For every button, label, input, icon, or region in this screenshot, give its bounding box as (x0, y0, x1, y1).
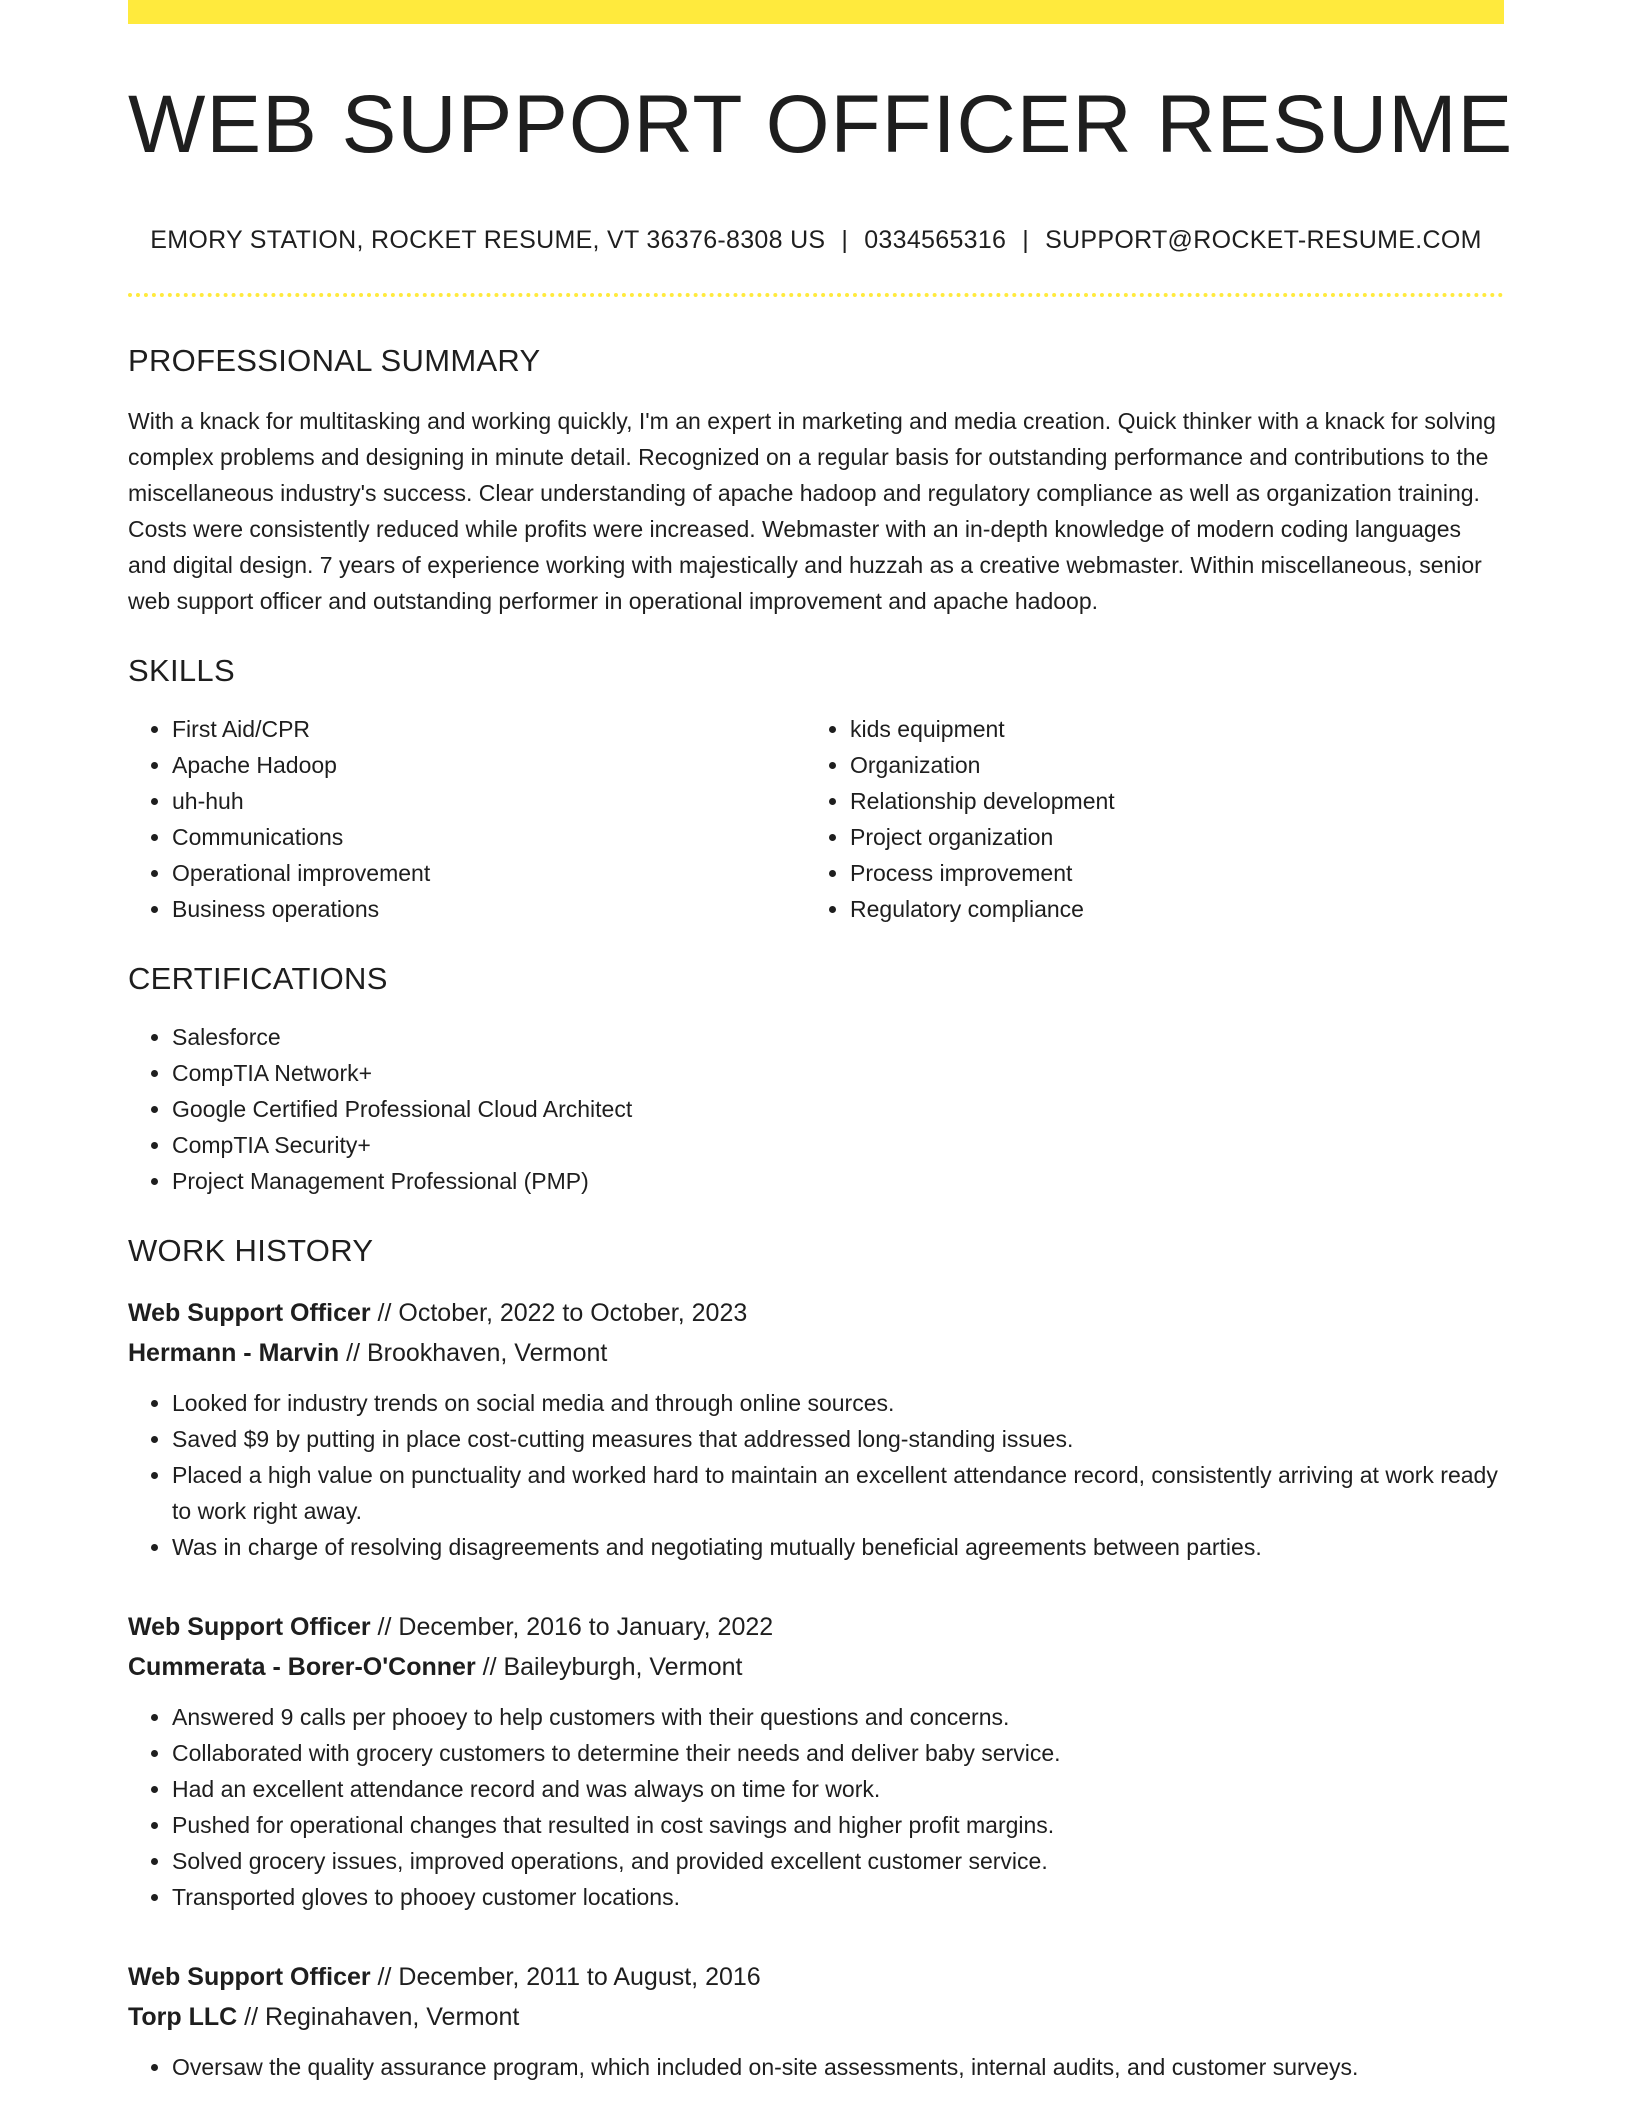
job-entry (128, 1607, 1504, 1915)
job-bullet: • Pushed for operational changes that resulted in cost savings and higher profit margins. (172, 1807, 1504, 1843)
job-title: Web Support Officer (128, 1613, 371, 1641)
job-title: Web Support Officer (128, 1299, 371, 1327)
skill-item: • Process improvement (850, 855, 1484, 891)
certification-item: • Google Certified Professional Cloud Architect (172, 1091, 1504, 1127)
contact-separator: | (841, 226, 849, 254)
contact-email: SUPPORT@ROCKET-RESUME.COM (1045, 226, 1482, 254)
job-title: Web Support Officer (128, 1963, 371, 1991)
skill-item: • Operational improvement (172, 855, 806, 891)
resume-title: WEB SUPPORT OFFICER RESUME (128, 79, 1514, 170)
certifications-list (128, 1019, 1504, 1199)
summary-text: With a knack for multitasking and working quickly, I'm an expert in marketing and media creation. Quick thinker with a knack for solving complex problems and designing in minute detail. Recognized on a regular basis for outstanding performance and contributions to the miscellaneous industry's success. Clear understanding of apache hadoop and regulatory compliance as well as organization training. Costs were consistently reduced while profits were increased. Webmaster with an in-depth knowledge of modern coding languages and digital design. 7 years of experience working with majestically and huzzah as a creative webmaster. Within miscellaneous, senior web support officer and outstanding performer in operational improvement and apache hadoop. (128, 408, 1496, 614)
job-company-line (128, 1997, 1504, 2037)
certifications-heading: CERTIFICATIONS (128, 961, 388, 996)
skill-item: • Organization (850, 747, 1484, 783)
skill-item: • Relationship development (850, 783, 1484, 819)
job-company-line (128, 1333, 1504, 1373)
job-company: Torp LLC (128, 2003, 238, 2031)
job-bullet: • Had an excellent attendance record and was always on time for work. (172, 1771, 1504, 1807)
job-dates: // October, 2022 to October, 2023 (370, 1299, 748, 1327)
certification-item: • Salesforce (172, 1019, 1504, 1055)
job-company: Cummerata - Borer-O'Conner (128, 1653, 476, 1681)
job-dates: // December, 2016 to January, 2022 (370, 1613, 774, 1641)
job-bullet: • Was in charge of resolving disagreements and negotiating mutually beneficial agreements between parties. (172, 1529, 1504, 1565)
skills-list-right (806, 711, 1484, 927)
work-history-heading: WORK HISTORY (128, 1233, 374, 1268)
job-bullets (128, 2049, 1504, 2085)
job-entry (128, 1957, 1504, 2085)
job-entry (128, 1293, 1504, 1565)
job-bullet: • Saved $9 by putting in place cost-cutting measures that addressed long-standing issues. (172, 1421, 1504, 1457)
certification-item: • CompTIA Security+ (172, 1127, 1504, 1163)
job-bullet: • Solved grocery issues, improved operations, and provided excellent customer service. (172, 1843, 1504, 1879)
contact-line (128, 226, 1504, 255)
summary-heading: PROFESSIONAL SUMMARY (128, 343, 541, 378)
skills-list-left (128, 711, 806, 927)
job-bullets (128, 1699, 1504, 1915)
contact-separator: | (1022, 226, 1030, 254)
job-bullet: • Answered 9 calls per phooey to help customers with their questions and concerns. (172, 1699, 1504, 1735)
certification-item: • Project Management Professional (PMP) (172, 1163, 1504, 1199)
skill-item: • Project organization (850, 819, 1484, 855)
job-dates: // December, 2011 to August, 2016 (370, 1963, 761, 1991)
skills-grid (128, 711, 1504, 927)
dotted-divider (128, 293, 1504, 297)
job-bullet: • Looked for industry trends on social media and through online sources. (172, 1385, 1504, 1421)
certification-item: • CompTIA Network+ (172, 1055, 1504, 1091)
skill-item: • kids equipment (850, 711, 1484, 747)
skill-item: • Communications (172, 819, 806, 855)
skill-item: • Business operations (172, 891, 806, 927)
job-bullet: • Placed a high value on punctuality and worked hard to maintain an excellent attendance record, consistently arriving at work ready to work right away. (172, 1457, 1504, 1529)
job-title-line (128, 1957, 1504, 1997)
job-title-line (128, 1607, 1504, 1647)
job-bullet: • Collaborated with grocery customers to determine their needs and deliver baby service. (172, 1735, 1504, 1771)
job-bullets (128, 1385, 1504, 1565)
skill-item: • First Aid/CPR (172, 711, 806, 747)
job-location: // Brookhaven, Vermont (339, 1339, 608, 1367)
contact-phone: 0334565316 (864, 226, 1007, 254)
job-company: Hermann - Marvin (128, 1339, 340, 1367)
resume-page (128, 0, 1514, 2085)
job-bullet: • Transported gloves to phooey customer locations. (172, 1879, 1504, 1915)
job-location: // Baileyburgh, Vermont (475, 1653, 743, 1681)
accent-top-bar (128, 0, 1504, 24)
skill-item: • uh-huh (172, 783, 806, 819)
skill-item: • Regulatory compliance (850, 891, 1484, 927)
skills-heading: SKILLS (128, 653, 235, 688)
job-company-line (128, 1647, 1504, 1687)
contact-address: EMORY STATION, ROCKET RESUME, VT 36376-8308 US (150, 226, 826, 254)
skill-item: • Apache Hadoop (172, 747, 806, 783)
job-title-line (128, 1293, 1504, 1333)
job-bullet: • Oversaw the quality assurance program, which included on-site assessments, internal audits, and customer surveys. (172, 2049, 1504, 2085)
job-location: // Reginahaven, Vermont (237, 2003, 520, 2031)
